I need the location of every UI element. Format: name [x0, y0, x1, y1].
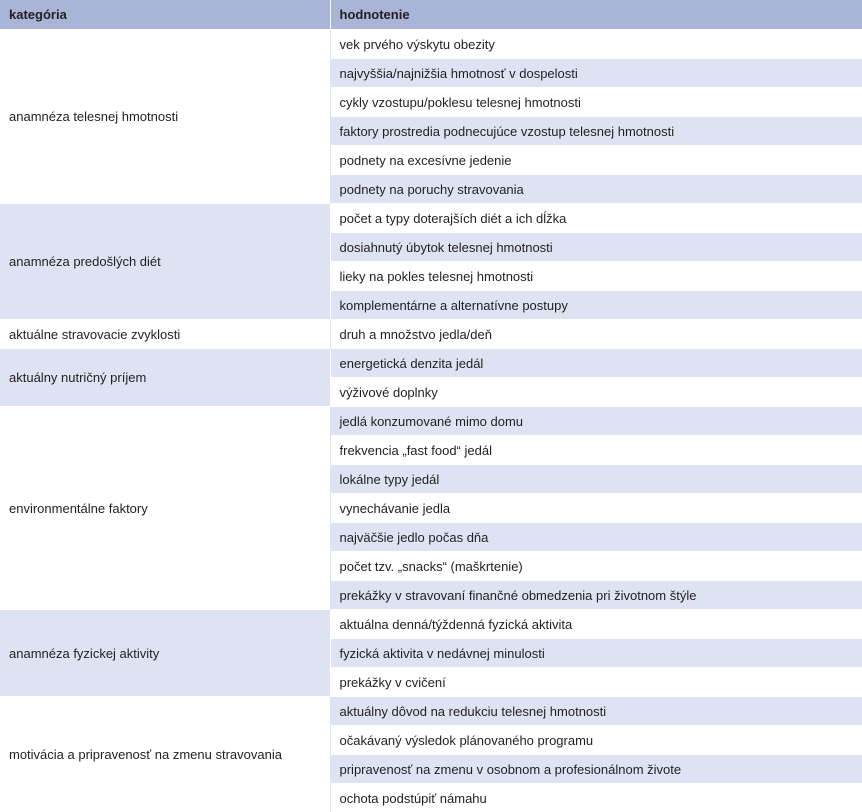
- table-body: [0, 30, 862, 812]
- table-row: [0, 349, 862, 378]
- evaluation-cell: faktory prostredia podnecujúce vzostup telesnej hmotnosti: [330, 117, 862, 146]
- evaluation-cell: cykly vzostupu/poklesu telesnej hmotnosti: [330, 88, 862, 117]
- column-header-evaluation: hodnotenie: [330, 0, 862, 30]
- table-row: [0, 697, 862, 726]
- evaluation-cell: výživové doplnky: [330, 378, 862, 407]
- category-cell: anamnéza predošlých diét: [0, 204, 330, 320]
- category-cell: motivácia a pripravenosť na zmenu stravovania: [0, 697, 330, 812]
- evaluation-cell: fyzická aktivita v nedávnej minulosti: [330, 639, 862, 668]
- table-row: [0, 610, 862, 639]
- evaluation-cell: pripravenosť na zmenu v osobnom a profesionálnom živote: [330, 755, 862, 784]
- evaluation-cell: komplementárne a alternatívne postupy: [330, 291, 862, 320]
- evaluation-cell: frekvencia „fast food“ jedál: [330, 436, 862, 465]
- evaluation-cell: podnety na excesívne jedenie: [330, 146, 862, 175]
- column-header-category: kategória: [0, 0, 330, 30]
- table-header-row: [0, 0, 862, 30]
- category-cell: anamnéza fyzickej aktivity: [0, 610, 330, 697]
- evaluation-cell: počet tzv. „snacks“ (maškrtenie): [330, 552, 862, 581]
- evaluation-cell: najväčšie jedlo počas dňa: [330, 523, 862, 552]
- evaluation-cell: aktuálny dôvod na redukciu telesnej hmotnosti: [330, 697, 862, 726]
- evaluation-cell: najvyššia/najnižšia hmotnosť v dospelosti: [330, 59, 862, 88]
- evaluation-cell: energetická denzita jedál: [330, 349, 862, 378]
- table-row: [0, 204, 862, 233]
- evaluation-cell: vek prvého výskytu obezity: [330, 30, 862, 59]
- evaluation-cell: jedlá konzumované mimo domu: [330, 407, 862, 436]
- evaluation-cell: dosiahnutý úbytok telesnej hmotnosti: [330, 233, 862, 262]
- category-cell: aktuálne stravovacie zvyklosti: [0, 320, 330, 349]
- category-cell: environmentálne faktory: [0, 407, 330, 610]
- category-cell: anamnéza telesnej hmotnosti: [0, 30, 330, 204]
- evaluation-cell: očakávaný výsledok plánovaného programu: [330, 726, 862, 755]
- evaluation-cell: aktuálna denná/týždenná fyzická aktivita: [330, 610, 862, 639]
- evaluation-cell: lokálne typy jedál: [330, 465, 862, 494]
- evaluation-cell: podnety na poruchy stravovania: [330, 175, 862, 204]
- category-cell: aktuálny nutričný príjem: [0, 349, 330, 407]
- evaluation-cell: lieky na pokles telesnej hmotnosti: [330, 262, 862, 291]
- table-row: [0, 30, 862, 59]
- table-row: [0, 320, 862, 349]
- evaluation-cell: prekážky v cvičení: [330, 668, 862, 697]
- evaluation-cell: počet a typy doterajších diét a ich dĺžka: [330, 204, 862, 233]
- evaluation-cell: prekážky v stravovaní finančné obmedzenia pri životnom štýle: [330, 581, 862, 610]
- evaluation-cell: druh a množstvo jedla/deň: [330, 320, 862, 349]
- table-row: [0, 407, 862, 436]
- evaluation-cell: ochota podstúpiť námahu: [330, 784, 862, 812]
- evaluation-cell: vynechávanie jedla: [330, 494, 862, 523]
